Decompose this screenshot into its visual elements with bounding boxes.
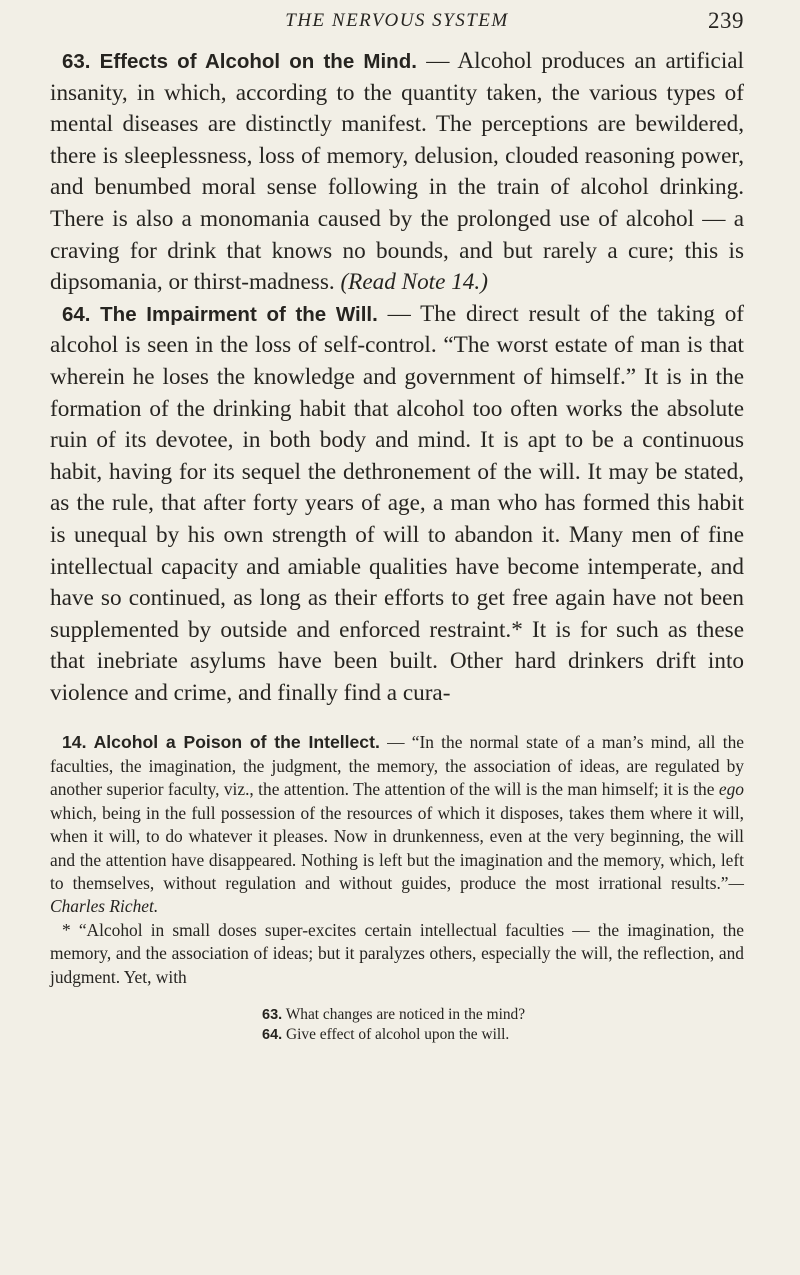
question-63 xyxy=(262,1005,744,1025)
review-questions xyxy=(262,1005,744,1045)
section-heading-63: 63. Effects of Alcohol on the Mind. xyxy=(62,50,417,73)
question-64-number: 64. xyxy=(262,1026,283,1043)
note-14-text-part2: which, being in the full possession of the resources of which it disposes, takes them where it will, when it will, to do whatever it pleases. Now in drunkenness, even at the very beginning, the will and the attention have disappeared. Nothing is left but the imagination and the memory, which, left to themselves, without regulation and without guides, produce the most irrational results.” xyxy=(50,802,744,893)
question-64-text: Give effect of alcohol upon the will. xyxy=(286,1025,510,1043)
running-title: THE NERVOUS SYSTEM xyxy=(285,10,509,31)
footnote xyxy=(50,919,744,989)
paragraph-64-text: The direct result of the taking of alcohol is seen in the loss of self-control. “The worst estate of man is that wherein he loses the knowledge and government of himself.” It is in the formation of the drinking habit that alcohol too often works the absolute ruin of its devotee, in both body and mind. It is apt to be a continuous habit, having for its sequel the dethronement of the will. It may be stated, as the rule, that after forty years of age, a man who has formed this habit is unequal by his own strength of will to abandon it. Many men of fine intellectual capacity and amiable qualities have become intemperate, and have so continued, as long as their efforts to get free again have not been supplemented by outside and enforced restraint.* It is for such as these that inebriate asylums have been built. Other hard drinkers drift into violence and crime, and finally find a cura- xyxy=(50,300,745,706)
footnote-text: * “Alcohol in small doses super-excites certain intellectual faculties — the imagination, the memory, and the association of ideas; but it paralyzes others, especially the will, the reflection, and judgment. Yet, with xyxy=(50,919,744,987)
note-14: 14. Alcohol a Poison of the Intellect. — “In the normal state of a man’s mind, all the faculties, the imagination, the judgment, the memory, the association of ideas, are regulated by another superior faculty, viz., the attention. The attention of the will is the man himself; it is the ego which, being in the full possession of the resources of which it disposes, takes them where it will, when it will, to do whatever it pleases. Now in drunkenness, even at the very beginning, the will and the attention have disappeared. Nothing is left but the imagination and the memory, which, left to themselves, without regulation and without guides, produce the most irrational results.”— Charles Richet. xyxy=(50,732,744,917)
note-cross-reference: (Read Note 14.) xyxy=(340,269,488,296)
paragraph-63-text: Alcohol produces an artificial insanity, in which, according to the quantity taken, the various types of mental diseases are distinctly manifest. The perceptions are bewildered, there is sleeplessness, loss of memory, delusion, clouded reasoning power, and benumbed moral sense following in the train of alcohol drinking. There is also a monomania caused by the prolonged use of alcohol — a craving for drink that knows no bounds, and but rarely a cure; this is dipsomania, or thirst-madness. xyxy=(50,48,744,296)
note-14-text-part1: “In the normal state of a man’s mind, all the faculties, the imagination, the judgment, the memory, the association of ideas, are regulated by another superior faculty, viz., the attention. The attention of the will is the man himself; it is the xyxy=(50,732,744,800)
question-64 xyxy=(262,1025,744,1045)
paragraph-63: 63. Effects of Alcohol on the Mind. — Alcohol produces an artificial insanity, in which, according to the quantity taken, the various types of mental diseases are distinctly manifest. The perceptions are bewildered, there is sleeplessness, loss of memory, delusion, clouded reasoning power, and benumbed moral sense following in the train of alcohol drinking. There is also a monomania caused by the prolonged use of alcohol — a craving for drink that knows no bounds, and but rarely a cure; this is dipsomania, or thirst-madness. (Read Note 14.) xyxy=(50,48,744,296)
note-14-heading: 14. Alcohol a Poison of the Intellect. xyxy=(62,732,380,753)
note-14-attribution: — Charles Richet. xyxy=(50,872,744,917)
paragraph-64: 64. The Impairment of the Will. — The direct result of the taking of alcohol is seen in the loss of self-control. “The worst estate of man is that wherein he loses the knowledge and government of himself.” It is in the formation of the drinking habit that alcohol too often works the absolute ruin of its devotee, in both body and mind. It is apt to be a continuous habit, having for its sequel the dethronement of the will. It may be stated, as the rule, that after forty years of age, a man who has formed this habit is unequal by his own strength of will to abandon it. Many men of fine intellectual capacity and amiable qualities have become intemperate, and have so continued, as long as their efforts to get free again have not been supplemented by outside and enforced restraint.* It is for such as these that inebriate asylums have been built. Other hard drinkers drift into violence and crime, and finally find a cura- xyxy=(50,300,745,706)
note-14-ego: ego xyxy=(718,779,744,800)
question-63-text: What changes are noticed in the mind? xyxy=(285,1005,526,1023)
question-63-number: 63. xyxy=(262,1006,283,1023)
page-number: 239 xyxy=(708,8,744,33)
body-text xyxy=(50,46,744,709)
running-head xyxy=(50,0,744,40)
section-heading-64: 64. The Impairment of the Will. xyxy=(62,302,378,326)
notes-section xyxy=(50,731,744,988)
